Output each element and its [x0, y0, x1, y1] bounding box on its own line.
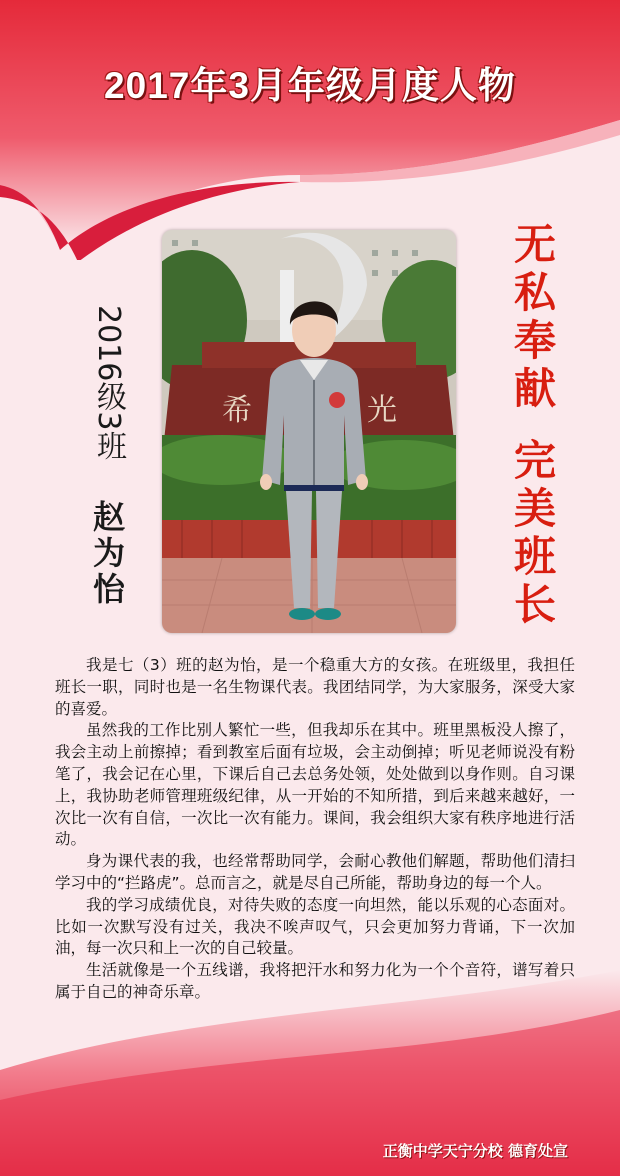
page-title: 2017年3月年级月度人物 — [104, 65, 516, 106]
class-label: 2016级3班 — [91, 305, 126, 461]
header-background — [0, 0, 620, 260]
paragraph: 身为课代表的我，也经常帮助同学，会耐心教他们解题，帮助他们清扫学习中的“拦路虎”。总而言之，就是尽自己所能，帮助身边的每一个人。 — [55, 852, 575, 892]
svg-text:希: 希 — [222, 393, 252, 428]
paragraph: 我的学习成绩优良，对待失败的态度一向坦然，能以乐观的心态面对。比如一次默写没有过关，我决不唉声叹气，只会更加努力背诵，下一次加油，每一次只和上一次的自己较量。 — [55, 895, 575, 958]
self-introduction — [55, 655, 575, 1004]
student-name: 赵为怡 — [88, 500, 126, 608]
paragraph: 虽然我的工作比别人繁忙一些，但我却乐在其中。班里黑板没人擦了，我会主动上前擦掉；看到教室后面有垃圾，会主动倒掉；听见老师说没有粉笔了，我会记在心里，下课后自己去总务处领，处处做到以身作则。自习课上，我协助老师管理班级纪律，从一开始的不知所措，到后来越来越好，一次比一次有自信，一次比一次有能力。课间，我会组织大家有秩序地进行活动。 — [55, 721, 575, 849]
slogan-line-2: 完美班长 — [508, 438, 557, 630]
student-photo — [162, 230, 456, 633]
slogan-line-1: 无私奉献 — [508, 222, 557, 414]
paragraph: 生活就像是一个五线谱，我将把汗水和努力化为一个个音符，谱写着只属于自己的神奇乐章。 — [55, 961, 575, 1001]
paragraph: 我是七（3）班的赵为怡，是一个稳重大方的女孩。在班级里，我担任班长一职，同时也是一名生物课代表。我团结同学，为大家服务，深受大家的喜爱。 — [55, 656, 575, 718]
footer-credit: 正衡中学天宁分校 德育处宣 — [382, 1142, 568, 1160]
svg-text:光: 光 — [367, 393, 397, 428]
